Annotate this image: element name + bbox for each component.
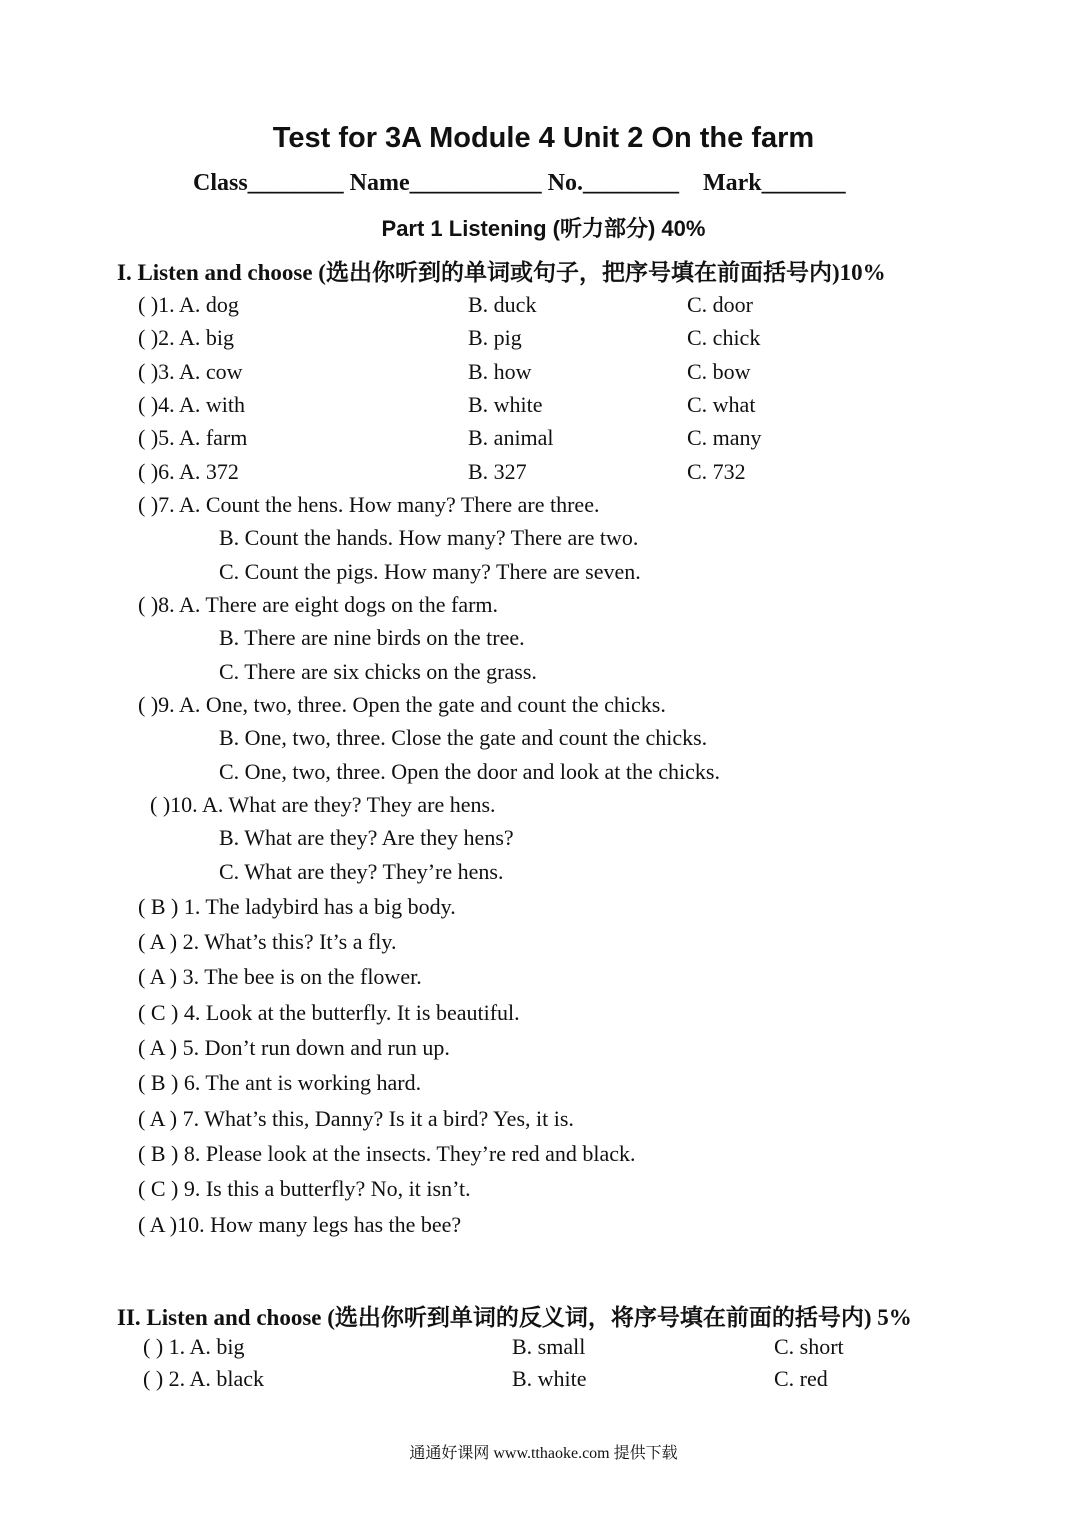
question-option-a: ( ) 2. A. black [143, 1366, 264, 1391]
question-10-option-a: ( )10. A. What are they? They are hens. [150, 792, 496, 817]
question-option-b: B. small [512, 1334, 586, 1359]
question-option-c: C. red [774, 1366, 828, 1391]
question-option-c: C. 732 [687, 459, 746, 484]
question-9-option-b: B. One, two, three. Close the gate and count the chicks. [219, 725, 708, 750]
page-title: Test for 3A Module 4 Unit 2 On the farm [272, 122, 815, 154]
question-option-a: ( )3. A. cow [138, 359, 243, 384]
section-2-heading: II. Listen and choose (选出你听到单词的反义词，将序号填在前面的括号内) 5% [117, 1305, 912, 1330]
section-1-heading: I. Listen and choose (选出你听到的单词或句子，把序号填在前面括号内)10% [117, 260, 886, 285]
answer-line: ( A ) 2. What’s this? It’s a fly. [138, 929, 397, 954]
answer-line: ( A ) 3. The bee is on the flower. [138, 964, 422, 989]
question-option-b: B. white [512, 1366, 587, 1391]
question-7-option-c: C. Count the pigs. How many? There are seven. [219, 559, 641, 584]
part-heading: Part 1 Listening (听力部分) 40% [381, 216, 706, 241]
question-option-c: C. bow [687, 359, 751, 384]
question-option-a: ( ) 1. A. big [143, 1334, 245, 1359]
answer-line: ( B ) 8. Please look at the insects. They’re red and black. [138, 1141, 636, 1166]
question-7-option-b: B. Count the hands. How many? There are two. [219, 525, 639, 550]
question-option-a: ( )6. A. 372 [138, 459, 239, 484]
student-info-line: Class________ Name___________ No.________ Mark_______ [193, 170, 846, 196]
question-option-b: B. duck [468, 292, 537, 317]
question-option-b: B. animal [468, 425, 554, 450]
question-option-b: B. white [468, 392, 543, 417]
question-option-a: ( )1. A. dog [138, 292, 239, 317]
question-option-b: B. 327 [468, 459, 527, 484]
answer-line: ( A )10. How many legs has the bee? [138, 1212, 462, 1237]
question-option-a: ( )2. A. big [138, 325, 234, 350]
answer-line: ( C ) 9. Is this a butterfly? No, it isn’t. [138, 1176, 471, 1201]
question-10-option-c: C. What are they? They’re hens. [219, 859, 504, 884]
question-7-option-a: ( )7. A. Count the hens. How many? There are three. [138, 492, 600, 517]
question-8-option-c: C. There are six chicks on the grass. [219, 659, 537, 684]
question-option-a: ( )5. A. farm [138, 425, 248, 450]
answer-line: ( B ) 6. The ant is working hard. [138, 1070, 422, 1095]
question-option-c: C. short [774, 1334, 844, 1359]
question-9-option-c: C. One, two, three. Open the door and look at the chicks. [219, 759, 720, 784]
question-9-option-a: ( )9. A. One, two, three. Open the gate and count the chicks. [138, 692, 666, 717]
question-8-option-b: B. There are nine birds on the tree. [219, 625, 525, 650]
answer-line: ( B ) 1. The ladybird has a big body. [138, 894, 456, 919]
question-option-c: C. many [687, 425, 762, 450]
question-option-a: ( )4. A. with [138, 392, 245, 417]
question-option-b: B. how [468, 359, 532, 384]
question-10-option-b: B. What are they? Are they hens? [219, 825, 514, 850]
question-option-c: C. door [687, 292, 753, 317]
answer-line: ( A ) 5. Don’t run down and run up. [138, 1035, 450, 1060]
question-option-b: B. pig [468, 325, 522, 350]
answer-line: ( C ) 4. Look at the butterfly. It is beautiful. [138, 1000, 520, 1025]
question-8-option-a: ( )8. A. There are eight dogs on the farm. [138, 592, 499, 617]
question-option-c: C. chick [687, 325, 761, 350]
answer-line: ( A ) 7. What’s this, Danny? Is it a bird? Yes, it is. [138, 1106, 574, 1131]
footer-credit: 通通好课网 www.tthaoke.com 提供下载 [409, 1445, 678, 1462]
question-option-c: C. what [687, 392, 756, 417]
